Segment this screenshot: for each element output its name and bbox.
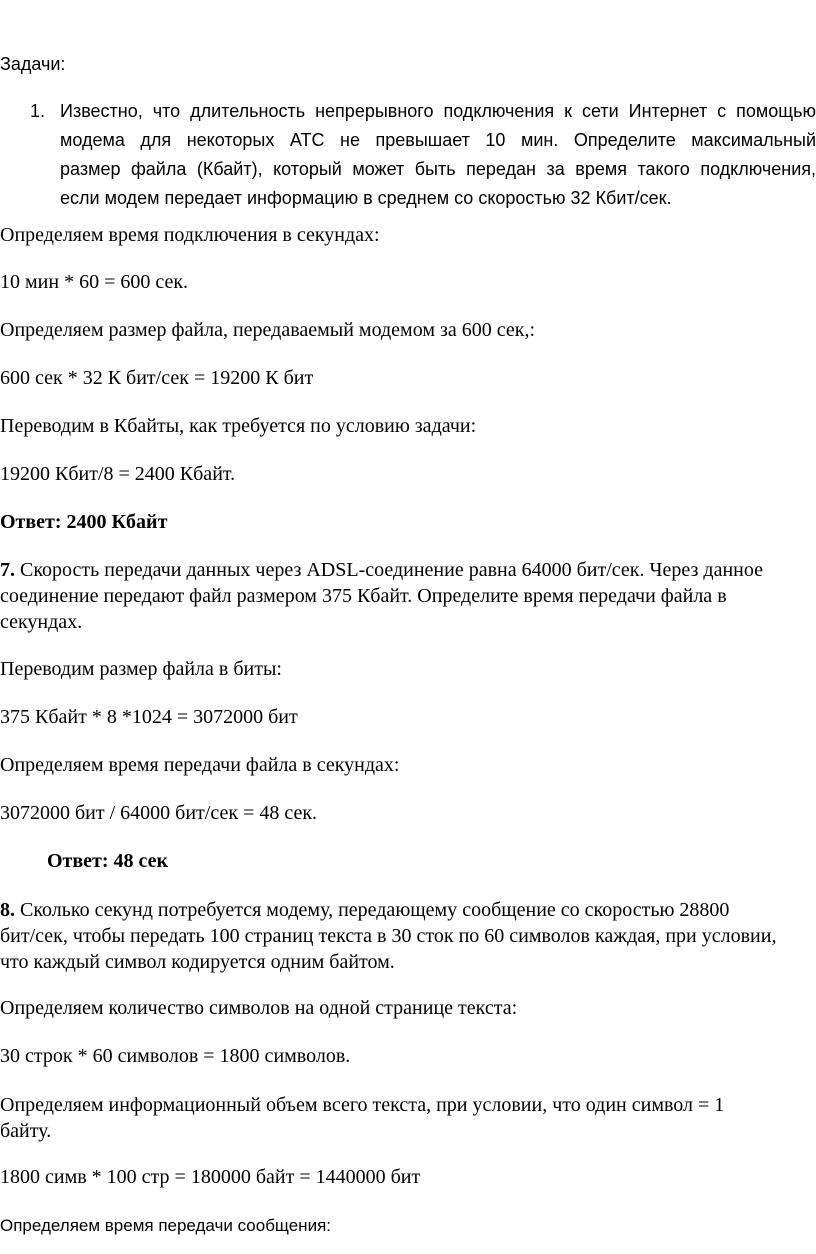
task-8-line: Сколько секунд потребуется модему, передающему сообщение со скоростью 28800 [20, 899, 730, 921]
task-8-step-2-line: Определяем информационный объем всего текста, при условии, что один символ = 1 [0, 1094, 725, 1116]
task-7-calc-2: 3072000 бит / 64000 бит/сек = 48 сек. [0, 802, 318, 824]
task-7-line: Скорость передачи данных через ADSL-соединение равна 64000 бит/сек. Через данное [20, 559, 763, 581]
section-heading: Задачи: [0, 54, 66, 74]
task-1-calc-1: 10 мин * 60 = 600 сек. [0, 271, 189, 293]
task-8-step-2-line: байту. [0, 1120, 52, 1142]
task-8-step-1: Определяем количество символов на одной странице текста: [0, 997, 518, 1019]
task-8-step-2 [0, 1092, 805, 1144]
task-1-line: размер файла (Кбайт), который может быть передан за время такого подключения, [60, 159, 816, 179]
task-1-step-1: Определяем время подключения в секундах: [0, 224, 380, 246]
task-8-line: бит/сек, чтобы передать 100 страниц текста в 30 сток по 60 символов каждая, при условии, [0, 925, 777, 947]
task-1-line: модема для некоторых АТС не превышает 10 мин. Определите максимальный [60, 130, 816, 150]
task-1-step-3: Переводим в Кбайты, как требуется по условию задачи: [0, 415, 477, 437]
task-1-line: Известно, что длительность непрерывного подключения к сети Интернет с помощью [60, 101, 816, 121]
task-7-answer: Ответ: 48 сек [47, 850, 169, 872]
task-7-calc-1: 375 Кбайт * 8 *1024 = 3072000 бит [0, 706, 298, 728]
task-8-calc-2: 1800 симв * 100 стр = 180000 байт = 1440000 бит [0, 1166, 421, 1188]
task-1-calc-2: 600 сек * 32 К бит/сек = 19200 К бит [0, 367, 314, 389]
task-7-number: 7. [0, 559, 15, 581]
task-1-line: если модем передает информацию в среднем со скоростью 32 Кбит/сек. [60, 188, 672, 208]
task-1-step-2: Определяем размер файла, передаваемый модемом за 600 сек,: [0, 319, 536, 341]
task-7-step-2: Определяем время передачи файла в секундах: [0, 754, 400, 776]
task-1-calc-3: 19200 Кбит/8 = 2400 Кбайт. [0, 463, 236, 485]
task-8-number: 8. [0, 899, 15, 921]
task-7-line: секундах. [0, 611, 83, 633]
task-8-step-3: Определяем время передачи сообщения: [0, 1216, 331, 1235]
task-1-answer: Ответ: 2400 Кбайт [0, 511, 168, 533]
task-7-statement [0, 557, 805, 635]
task-1-number: 1. [30, 101, 46, 121]
task-7-step-1: Переводим размер файла в биты: [0, 658, 282, 680]
task-8-calc-1: 30 строк * 60 символов = 1800 символов. [0, 1045, 351, 1067]
task-8-statement [0, 897, 805, 975]
task-7-line: соединение передают файл размером 375 Кбайт. Определите время передачи файла в [0, 585, 727, 607]
task-8-line: что каждый символ кодируется одним байтом. [0, 951, 395, 973]
